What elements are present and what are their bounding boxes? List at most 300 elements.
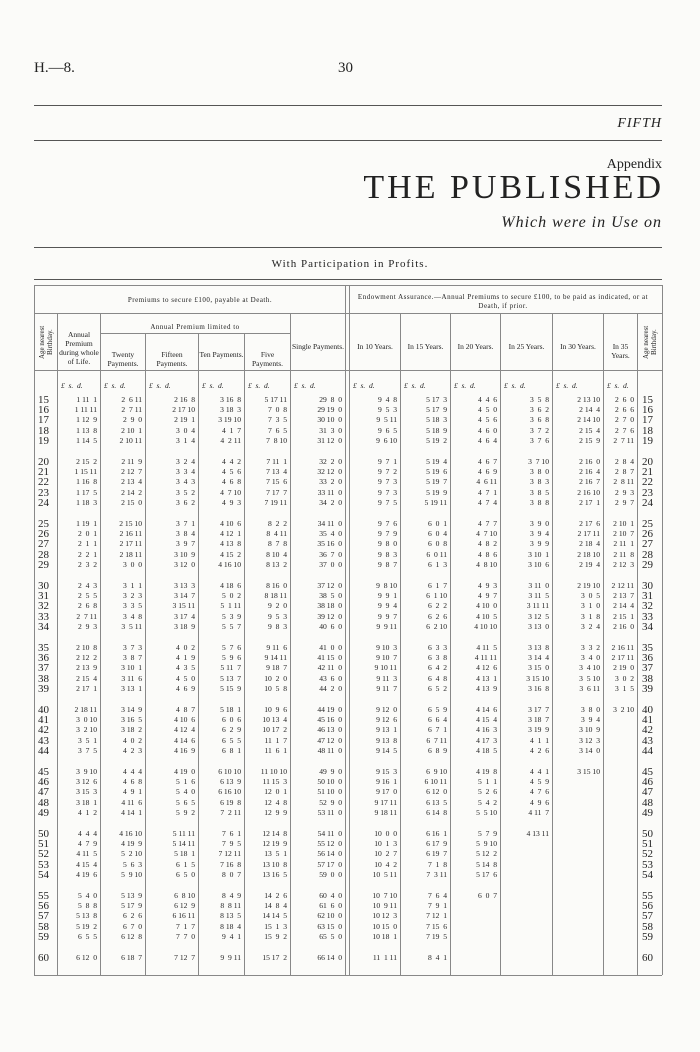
unit-label: £ s. d. — [556, 381, 578, 390]
cell-e15: 6 7 1 — [426, 725, 447, 735]
cell-e25: 3 9 9 — [528, 539, 549, 549]
cell-single: 42 11 0 — [317, 663, 342, 673]
cell-e10: 9 8 10 — [374, 581, 397, 590]
cell-e35: 2 11 8 — [611, 549, 634, 559]
cell-twenty: 2 17 11 — [117, 539, 142, 549]
cell-single: 34 11 0 — [317, 519, 342, 528]
cell-e25: 4 11 7 — [526, 807, 549, 817]
cell-five: 10 2 0 — [264, 673, 287, 683]
cell-e15: 5 18 9 — [424, 425, 447, 435]
col-e25: In 25 Years. — [508, 342, 545, 351]
cell-e25: 3 19 9 — [526, 725, 549, 735]
cell-twenty: 4 0 2 — [121, 735, 142, 745]
age-left: 35 — [38, 642, 49, 654]
col-e10: In 10 Years. — [357, 342, 393, 351]
age-left: 60 — [38, 952, 49, 964]
cell-ten: 6 10 10 — [216, 767, 241, 776]
cell-ten: 9 4 1 — [220, 931, 241, 941]
cell-e15: 6 14 8 — [424, 807, 447, 817]
grid-line — [400, 313, 401, 975]
cell-annual: 5 19 2 — [74, 921, 97, 931]
age-left: 26 — [38, 528, 49, 541]
age-right: 16 — [642, 404, 653, 417]
cell-e25: 4 9 6 — [528, 797, 549, 807]
cell-twenty: 2 6 11 — [119, 395, 142, 404]
rule — [34, 140, 662, 141]
cell-fifteen: 2 19 1 — [172, 415, 195, 425]
cell-single: 41 0 0 — [319, 643, 342, 652]
cell-e35: 2 6 6 — [613, 405, 634, 415]
grid-line — [500, 313, 501, 975]
cell-e25: 3 15 10 — [524, 673, 549, 683]
cell-annual: 4 1 2 — [76, 807, 97, 817]
cell-five: 7 11 1 — [264, 457, 287, 466]
cell-single: 31 3 0 — [319, 425, 342, 435]
age-left: 45 — [38, 766, 49, 778]
cell-ten: 7 2 11 — [218, 807, 241, 817]
cell-ten: 8 8 11 — [218, 901, 241, 911]
cell-ten: 4 13 8 — [218, 539, 241, 549]
cell-annual: 1 15 11 — [72, 467, 97, 477]
age-left: 15 — [38, 394, 49, 406]
age-left: 40 — [38, 704, 49, 716]
cell-e20: 5 2 6 — [476, 787, 497, 797]
cell-e25: 3 11 5 — [526, 591, 549, 601]
cell-e15: 6 9 10 — [424, 767, 447, 776]
cell-e30: 3 9 4 — [579, 715, 600, 725]
cell-e15: 7 6 4 — [426, 891, 447, 900]
cell-twenty: 2 12 7 — [119, 467, 142, 477]
page-title: THE PUBLISHED — [363, 169, 664, 206]
cell-annual: 1 18 3 — [74, 497, 97, 507]
cell-e10: 9 17 11 — [372, 797, 397, 807]
cell-five: 12 0 1 — [264, 787, 287, 797]
cell-e30: 3 8 0 — [579, 705, 600, 714]
cell-fifteen: 4 0 2 — [174, 643, 195, 652]
age-right: 23 — [642, 486, 653, 499]
age-right: 40 — [642, 704, 653, 716]
cell-twenty: 3 2 3 — [121, 591, 142, 601]
cell-fifteen: 7 7 0 — [174, 931, 195, 941]
age-left: 36 — [38, 652, 49, 665]
age-right: 42 — [642, 724, 653, 737]
cell-e10: 9 9 7 — [376, 611, 397, 621]
cell-e35: 2 15 1 — [611, 611, 634, 621]
cell-single: 32 12 0 — [317, 467, 342, 477]
cell-ten: 7 9 5 — [220, 839, 241, 849]
cell-e35: 2 11 1 — [611, 539, 634, 549]
unit-label: £ s. d. — [202, 381, 224, 390]
age-right: 29 — [642, 558, 653, 571]
cell-twenty: 4 19 9 — [119, 839, 142, 849]
cell-annual: 4 4 4 — [76, 829, 97, 838]
cell-e10: 9 7 5 — [376, 497, 397, 507]
cell-e20: 4 6 0 — [476, 425, 497, 435]
cell-fifteen: 3 2 4 — [174, 457, 195, 466]
age-right: 55 — [642, 890, 653, 902]
cell-annual: 1 19 1 — [74, 519, 97, 528]
cell-five: 9 11 6 — [264, 643, 287, 652]
cell-annual: 3 0 10 — [74, 715, 97, 725]
col-ten: Ten Payments. — [199, 350, 244, 359]
cell-e10: 9 9 4 — [376, 601, 397, 611]
cell-fifteen: 3 14 7 — [172, 591, 195, 601]
grid-line — [244, 333, 245, 975]
cell-single: 30 10 0 — [317, 415, 342, 425]
cell-five: 14 2 6 — [264, 891, 287, 900]
cell-e20: 4 9 7 — [476, 591, 497, 601]
cell-e25: 3 7 10 — [526, 457, 549, 466]
age-left: 52 — [38, 848, 49, 861]
cell-annual: 1 13 8 — [74, 425, 97, 435]
cell-ten: 8 13 5 — [218, 911, 241, 921]
cell-annual: 5 4 0 — [76, 891, 97, 900]
age-right: 33 — [642, 610, 653, 623]
cell-five: 12 4 8 — [264, 797, 287, 807]
age-right: 19 — [642, 434, 653, 447]
cell-single: 36 7 0 — [319, 549, 342, 559]
cell-fifteen: 4 10 6 — [172, 715, 195, 725]
cell-twenty: 5 9 10 — [119, 869, 142, 879]
cell-single: 35 4 0 — [319, 529, 342, 539]
cell-single: 57 17 0 — [317, 859, 342, 869]
cell-e20: 4 5 6 — [476, 415, 497, 425]
cell-twenty: 6 18 7 — [119, 953, 142, 962]
cell-fifteen: 5 1 6 — [174, 777, 195, 787]
cell-twenty: 3 10 1 — [119, 663, 142, 673]
cell-e15: 6 3 3 — [426, 643, 447, 652]
cell-fifteen: 3 12 0 — [172, 559, 195, 569]
cell-e10: 9 7 6 — [376, 519, 397, 528]
cell-e35: 2 16 0 — [611, 621, 634, 631]
cell-annual: 1 14 5 — [74, 435, 97, 445]
cell-twenty: 5 6 3 — [121, 859, 142, 869]
grid-line — [198, 333, 199, 975]
cell-e15: 6 0 1 — [426, 519, 447, 528]
cell-twenty: 4 16 10 — [117, 829, 142, 838]
age-right: 44 — [642, 744, 653, 757]
cell-e15: 6 1 7 — [426, 581, 447, 590]
age-right: 22 — [642, 476, 653, 489]
cell-ten: 8 0 7 — [220, 869, 241, 879]
age-right: 41 — [642, 714, 653, 727]
cell-single: 54 11 0 — [317, 829, 342, 838]
age-right: 48 — [642, 796, 653, 809]
grid-line — [662, 285, 663, 975]
cell-e10: 9 6 5 — [376, 425, 397, 435]
cell-five: 15 17 2 — [262, 953, 287, 962]
age-right: 28 — [642, 548, 653, 561]
cell-ten: 5 3 9 — [220, 611, 241, 621]
cell-e10: 10 5 11 — [372, 869, 397, 879]
grid-line — [100, 313, 101, 975]
cell-fifteen: 2 17 10 — [170, 405, 195, 415]
cell-single: 49 9 0 — [319, 767, 342, 776]
cell-e10: 11 1 11 — [372, 953, 397, 962]
cell-annual: 4 11 5 — [74, 849, 97, 859]
cell-e10: 9 13 8 — [374, 735, 397, 745]
cell-e20: 5 1 1 — [476, 777, 497, 787]
cell-ten: 4 4 2 — [220, 457, 241, 466]
cell-e35: 2 8 7 — [613, 467, 634, 477]
age-right: 46 — [642, 776, 653, 789]
cell-e10: 9 9 11 — [374, 621, 397, 631]
cell-e30: 2 18 10 — [575, 549, 600, 559]
cell-twenty: 4 6 8 — [121, 777, 142, 787]
cell-twenty: 3 14 9 — [119, 705, 142, 714]
grid-line — [57, 313, 58, 975]
cell-five: 12 9 9 — [264, 807, 287, 817]
cell-e15: 6 1 3 — [426, 559, 447, 569]
cell-e10: 10 1 3 — [374, 839, 397, 849]
cell-e15: 5 19 7 — [424, 477, 447, 487]
cell-fifteen: 3 1 4 — [174, 435, 195, 445]
cell-e20: 4 16 3 — [474, 725, 497, 735]
cell-twenty: 2 10 1 — [119, 425, 142, 435]
age-left: 57 — [38, 910, 49, 923]
age-right: 36 — [642, 652, 653, 665]
cell-five: 9 8 3 — [266, 621, 287, 631]
cell-annual: 2 0 1 — [76, 529, 97, 539]
cell-ten: 3 19 10 — [216, 415, 241, 425]
cell-five: 7 0 8 — [266, 405, 287, 415]
age-left: 34 — [38, 620, 49, 633]
cell-e15: 6 3 8 — [426, 653, 447, 663]
cell-fifteen: 6 8 10 — [172, 891, 195, 900]
age-right: 52 — [642, 848, 653, 861]
cell-single: 53 11 0 — [317, 807, 342, 817]
cell-e15: 6 2 10 — [424, 621, 447, 631]
age-right: 39 — [642, 682, 653, 695]
cell-e20: 5 9 10 — [474, 839, 497, 849]
cell-e25: 3 18 7 — [526, 715, 549, 725]
age-left: 25 — [38, 518, 49, 530]
cell-five: 7 8 10 — [264, 435, 287, 445]
cell-e15: 7 9 1 — [426, 901, 447, 911]
cell-fifteen: 2 16 8 — [172, 395, 195, 404]
cell-e25: 3 8 5 — [528, 487, 549, 497]
cell-e20: 5 17 6 — [474, 869, 497, 879]
cell-fifteen: 3 17 4 — [172, 611, 195, 621]
cell-single: 46 13 0 — [317, 725, 342, 735]
cell-ten: 4 1 7 — [220, 425, 241, 435]
cell-e20: 5 12 2 — [474, 849, 497, 859]
col-five: Five Payments. — [251, 350, 284, 368]
cell-single: 31 12 0 — [317, 435, 342, 445]
cell-twenty: 2 15 0 — [119, 497, 142, 507]
cell-twenty: 3 13 1 — [119, 683, 142, 693]
cell-twenty: 6 2 6 — [121, 911, 142, 921]
cell-e30: 2 18 4 — [577, 539, 600, 549]
cell-e30: 3 2 4 — [579, 621, 600, 631]
cell-fifteen: 6 12 9 — [172, 901, 195, 911]
cell-five: 10 17 2 — [262, 725, 287, 735]
age-right: 15 — [642, 394, 653, 406]
cell-ten: 4 10 6 — [218, 519, 241, 528]
cell-single: 65 5 0 — [319, 931, 342, 941]
cell-single: 63 15 0 — [317, 921, 342, 931]
cell-e30: 2 13 10 — [575, 395, 600, 404]
cell-twenty: 4 9 1 — [121, 787, 142, 797]
cell-e15: 7 15 6 — [424, 921, 447, 931]
cell-e20: 4 19 8 — [474, 767, 497, 776]
cell-five: 12 19 9 — [262, 839, 287, 849]
cell-annual: 4 7 9 — [76, 839, 97, 849]
cell-ten: 4 16 10 — [216, 559, 241, 569]
cell-annual: 2 9 3 — [76, 621, 97, 631]
age-left: 46 — [38, 776, 49, 789]
cell-e20: 4 10 5 — [474, 611, 497, 621]
cell-ten: 4 6 8 — [220, 477, 241, 487]
cell-fifteen: 4 1 9 — [174, 653, 195, 663]
cell-fifteen: 5 14 11 — [170, 839, 195, 849]
grid-line — [603, 313, 604, 975]
cell-e20: 4 18 5 — [474, 745, 497, 755]
section-endowment: Endowment Assurance.—Annual Premiums to secure £100, to be paid as indicated, or at Death, if prior. — [357, 293, 649, 310]
grid-line — [34, 370, 662, 371]
age-left: 16 — [38, 404, 49, 417]
age-left: 48 — [38, 796, 49, 809]
cell-e10: 9 12 0 — [374, 705, 397, 714]
cell-single: 29 8 0 — [319, 395, 342, 404]
cell-annual: 2 12 2 — [74, 653, 97, 663]
cell-single: 37 12 0 — [317, 581, 342, 590]
cell-e25: 3 10 1 — [526, 549, 549, 559]
unit-label: £ s. d. — [248, 381, 270, 390]
cell-single: 59 0 0 — [319, 869, 342, 879]
rule — [34, 279, 662, 280]
cell-single: 52 9 0 — [319, 797, 342, 807]
cell-annual: 2 18 11 — [72, 705, 97, 714]
cell-twenty: 4 4 4 — [121, 767, 142, 776]
cell-e10: 10 12 3 — [372, 911, 397, 921]
cell-e15: 6 4 8 — [426, 673, 447, 683]
cell-fifteen: 4 3 5 — [174, 663, 195, 673]
cell-annual: 3 12 6 — [74, 777, 97, 787]
age-left: 18 — [38, 424, 49, 437]
cell-e30: 3 4 10 — [577, 663, 600, 673]
cell-e30: 2 16 4 — [577, 467, 600, 477]
cell-twenty: 2 11 9 — [119, 457, 142, 466]
cell-five: 5 17 11 — [262, 395, 287, 404]
cell-five: 8 4 11 — [264, 529, 287, 539]
cell-twenty: 2 14 2 — [119, 487, 142, 497]
unit-label: £ s. d. — [454, 381, 476, 390]
age-left: 58 — [38, 920, 49, 933]
cell-single: 39 12 0 — [317, 611, 342, 621]
cell-e25: 4 5 9 — [528, 777, 549, 787]
cell-e10: 9 10 11 — [372, 663, 397, 673]
cell-ten: 6 5 5 — [220, 735, 241, 745]
cell-e30: 3 0 5 — [579, 591, 600, 601]
age-left: 50 — [38, 828, 49, 840]
age-right: 17 — [642, 414, 653, 427]
age-left: 21 — [38, 466, 49, 479]
cell-five: 7 17 7 — [264, 487, 287, 497]
age-left: 41 — [38, 714, 49, 727]
cell-five: 9 5 3 — [266, 611, 287, 621]
cell-twenty: 2 9 0 — [121, 415, 142, 425]
cell-e20: 4 9 3 — [476, 581, 497, 590]
age-right: 58 — [642, 920, 653, 933]
cell-e20: 4 5 0 — [476, 405, 497, 415]
cell-e20: 4 6 9 — [476, 467, 497, 477]
cell-e10: 9 13 1 — [374, 725, 397, 735]
col-twenty: Twenty Payments. — [107, 350, 139, 368]
age-left: 28 — [38, 548, 49, 561]
grid-line — [290, 313, 291, 975]
cell-ten: 8 4 9 — [220, 891, 241, 900]
cell-annual: 2 7 11 — [74, 611, 97, 621]
age-left: 29 — [38, 558, 49, 571]
cell-e30: 2 15 4 — [577, 425, 600, 435]
cell-five: 10 13 4 — [262, 715, 287, 725]
unit-label: £ s. d. — [607, 381, 629, 390]
age-left: 32 — [38, 600, 49, 613]
cell-e15: 6 6 4 — [426, 715, 447, 725]
cell-e10: 9 4 8 — [376, 395, 397, 404]
cell-single: 51 10 0 — [317, 787, 342, 797]
age-left: 49 — [38, 806, 49, 819]
cell-e15: 6 7 11 — [424, 735, 447, 745]
cell-ten: 4 5 6 — [220, 467, 241, 477]
cell-e20: 4 7 7 — [476, 519, 497, 528]
grid-line — [34, 285, 35, 975]
cell-fifteen: 6 16 11 — [170, 911, 195, 921]
cell-single: 45 16 0 — [317, 715, 342, 725]
cell-fifteen: 4 8 7 — [174, 705, 195, 714]
cell-single: 55 12 0 — [317, 839, 342, 849]
cell-e10: 9 15 3 — [374, 767, 397, 776]
age-left: 56 — [38, 900, 49, 913]
cell-e20: 4 13 9 — [474, 683, 497, 693]
age-right: 47 — [642, 786, 653, 799]
cell-e35: 2 16 11 — [609, 643, 634, 652]
cell-twenty: 3 4 8 — [121, 611, 142, 621]
cell-five: 11 6 1 — [264, 745, 287, 755]
cell-e15: 6 2 2 — [426, 601, 447, 611]
cell-ten: 5 1 11 — [218, 601, 241, 611]
cell-e10: 9 7 9 — [376, 529, 397, 539]
cell-twenty: 2 7 11 — [119, 405, 142, 415]
cell-e30: 3 6 11 — [577, 683, 600, 693]
age-left: 47 — [38, 786, 49, 799]
cell-e20: 5 7 9 — [476, 829, 497, 838]
cell-e10: 9 8 7 — [376, 559, 397, 569]
cell-e35: 2 8 4 — [613, 457, 634, 466]
cell-e30: 3 5 10 — [577, 673, 600, 683]
cell-e25: 4 4 1 — [528, 767, 549, 776]
cell-ten: 4 12 1 — [218, 529, 241, 539]
cell-five: 10 5 8 — [264, 683, 287, 693]
age-right: 18 — [642, 424, 653, 437]
cell-single: 32 2 0 — [319, 457, 342, 466]
cell-ten: 5 18 1 — [218, 705, 241, 714]
cell-e20: 4 7 10 — [474, 529, 497, 539]
cell-e35: 2 10 1 — [611, 519, 634, 528]
rule — [34, 105, 662, 106]
cell-e35: 2 17 11 — [609, 653, 634, 663]
cell-twenty: 3 0 0 — [121, 559, 142, 569]
cell-twenty: 4 2 3 — [121, 745, 142, 755]
age-left: 39 — [38, 682, 49, 695]
cell-e10: 9 17 0 — [374, 787, 397, 797]
cell-e10: 10 18 1 — [372, 931, 397, 941]
cell-e20: 4 14 6 — [474, 705, 497, 714]
cell-twenty: 3 5 11 — [119, 621, 142, 631]
cell-e30: 2 19 10 — [575, 581, 600, 590]
cell-e10: 10 4 2 — [374, 859, 397, 869]
